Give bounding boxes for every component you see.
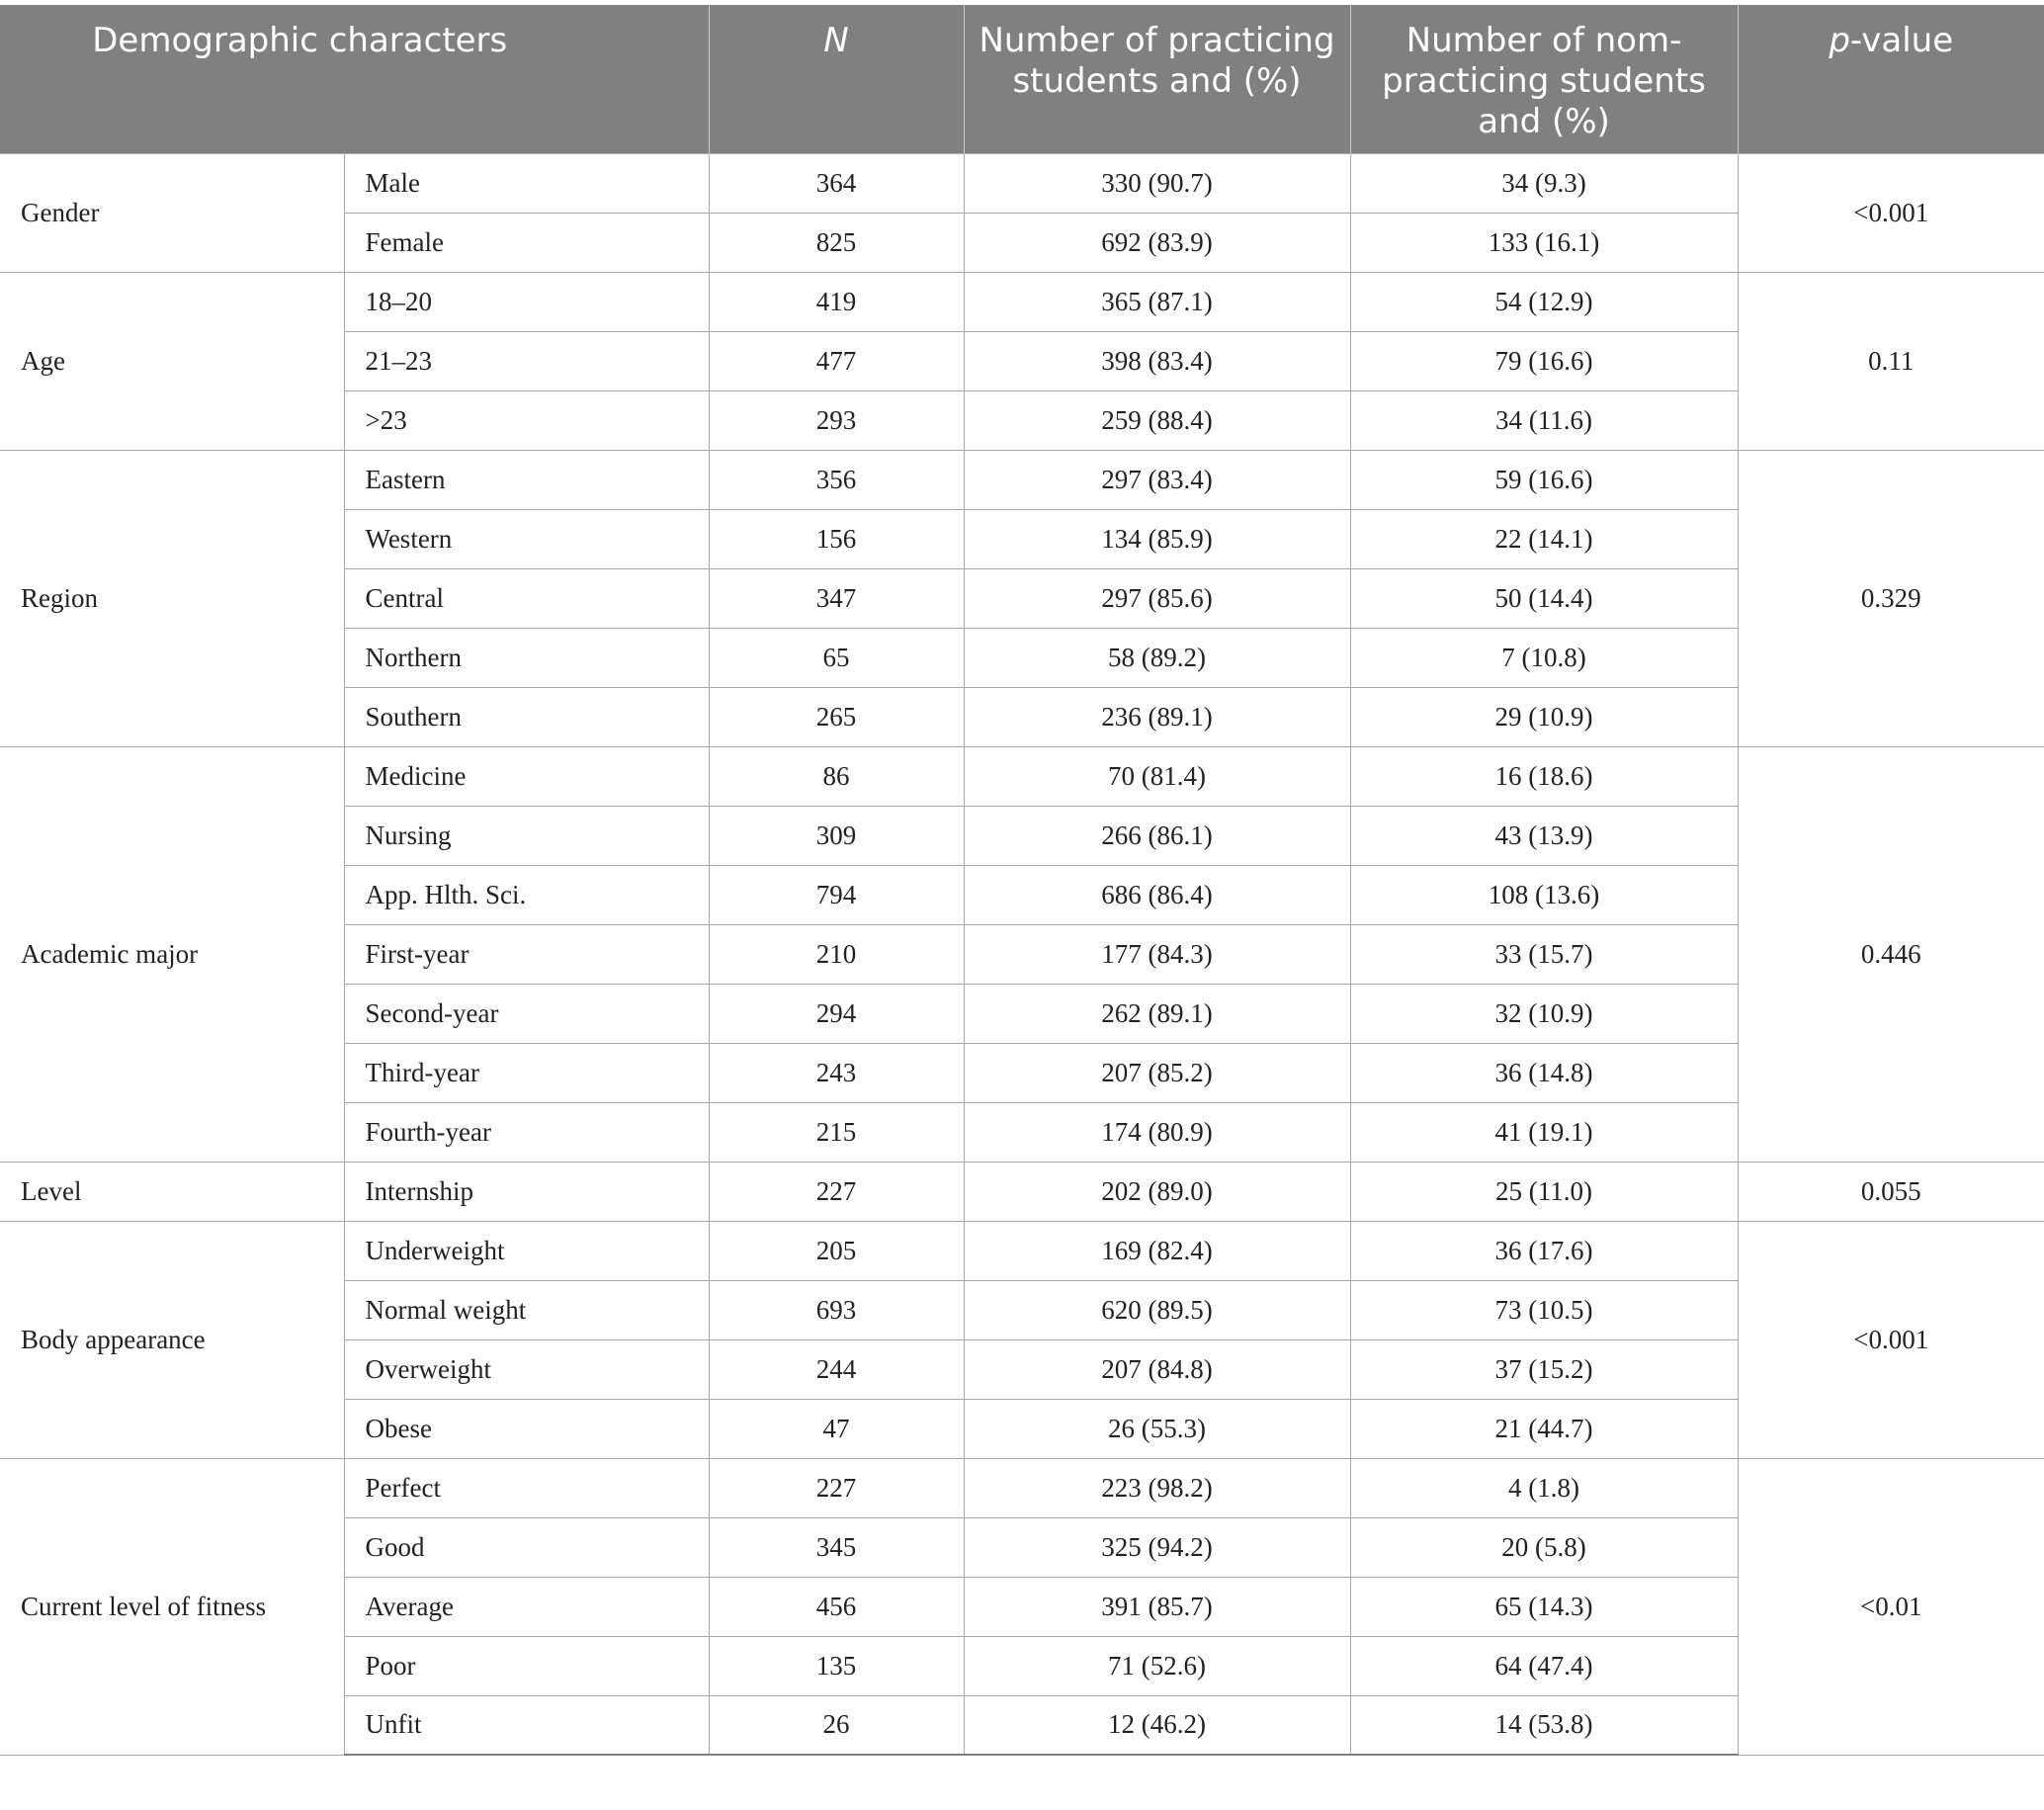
cell-practicing: 236 (89.1) — [964, 687, 1350, 746]
cell-non-practicing: 37 (15.2) — [1350, 1339, 1738, 1399]
table-row — [0, 746, 2044, 806]
cell-n: 794 — [709, 865, 964, 924]
table-header — [0, 5, 2044, 153]
cell-practicing: 365 (87.1) — [964, 272, 1350, 331]
cell-practicing: 262 (89.1) — [964, 984, 1350, 1043]
cell-non-practicing: 50 (14.4) — [1350, 568, 1738, 628]
cell-practicing: 325 (94.2) — [964, 1517, 1350, 1577]
row-sublabel: Fourth-year — [344, 1102, 709, 1162]
header-practicing: Number of practicing students and (%) — [964, 5, 1350, 153]
cell-non-practicing: 36 (17.6) — [1350, 1221, 1738, 1280]
cell-practicing: 202 (89.0) — [964, 1162, 1350, 1221]
cell-practicing: 70 (81.4) — [964, 746, 1350, 806]
row-sublabel: Second-year — [344, 984, 709, 1043]
cell-n: 456 — [709, 1577, 964, 1636]
cell-n: 156 — [709, 509, 964, 568]
cell-non-practicing: 43 (13.9) — [1350, 806, 1738, 865]
header-p-value: p-value — [1738, 5, 2044, 153]
cell-n: 47 — [709, 1399, 964, 1458]
row-sublabel: Central — [344, 568, 709, 628]
cell-p-value: <0.01 — [1738, 1458, 2044, 1755]
row-group-label: Academic major — [0, 746, 344, 1162]
row-group-label: Current level of fitness — [0, 1458, 344, 1755]
row-group-label: Age — [0, 272, 344, 450]
cell-n: 477 — [709, 331, 964, 390]
cell-n: 356 — [709, 450, 964, 509]
cell-n: 210 — [709, 924, 964, 984]
cell-practicing: 71 (52.6) — [964, 1636, 1350, 1695]
table-row — [0, 450, 2044, 509]
table-row — [0, 153, 2044, 213]
cell-n: 345 — [709, 1517, 964, 1577]
row-sublabel: Poor — [344, 1636, 709, 1695]
cell-practicing: 169 (82.4) — [964, 1221, 1350, 1280]
cell-n: 364 — [709, 153, 964, 213]
cell-p-value: <0.001 — [1738, 1221, 2044, 1458]
cell-n: 347 — [709, 568, 964, 628]
cell-non-practicing: 54 (12.9) — [1350, 272, 1738, 331]
row-group-label: Gender — [0, 153, 344, 272]
table-row — [0, 1458, 2044, 1517]
row-group-label: Region — [0, 450, 344, 746]
cell-practicing: 207 (84.8) — [964, 1339, 1350, 1399]
row-sublabel: Female — [344, 213, 709, 272]
row-sublabel: Good — [344, 1517, 709, 1577]
header-non-practicing: Number of nom-practicing students and (%) — [1350, 5, 1738, 153]
cell-n: 215 — [709, 1102, 964, 1162]
cell-non-practicing: 133 (16.1) — [1350, 213, 1738, 272]
cell-p-value: <0.001 — [1738, 153, 2044, 272]
cell-non-practicing: 79 (16.6) — [1350, 331, 1738, 390]
header-demographic: Demographic characters — [0, 5, 709, 153]
row-sublabel: Overweight — [344, 1339, 709, 1399]
cell-non-practicing: 41 (19.1) — [1350, 1102, 1738, 1162]
cell-practicing: 391 (85.7) — [964, 1577, 1350, 1636]
cell-practicing: 259 (88.4) — [964, 390, 1350, 450]
cell-n: 293 — [709, 390, 964, 450]
cell-non-practicing: 65 (14.3) — [1350, 1577, 1738, 1636]
cell-n: 227 — [709, 1162, 964, 1221]
row-sublabel: Obese — [344, 1399, 709, 1458]
row-sublabel: >23 — [344, 390, 709, 450]
cell-n: 265 — [709, 687, 964, 746]
cell-n: 419 — [709, 272, 964, 331]
cell-non-practicing: 59 (16.6) — [1350, 450, 1738, 509]
cell-practicing: 207 (85.2) — [964, 1043, 1350, 1102]
row-sublabel: App. Hlth. Sci. — [344, 865, 709, 924]
row-sublabel: First-year — [344, 924, 709, 984]
cell-practicing: 620 (89.5) — [964, 1280, 1350, 1339]
header-row — [0, 5, 2044, 153]
cell-non-practicing: 108 (13.6) — [1350, 865, 1738, 924]
row-sublabel: Eastern — [344, 450, 709, 509]
row-sublabel: Perfect — [344, 1458, 709, 1517]
row-sublabel: Underweight — [344, 1221, 709, 1280]
cell-p-value: 0.055 — [1738, 1162, 2044, 1221]
row-group-label: Level — [0, 1162, 344, 1221]
cell-non-practicing: 14 (53.8) — [1350, 1695, 1738, 1755]
cell-p-value: 0.11 — [1738, 272, 2044, 450]
row-sublabel: Northern — [344, 628, 709, 687]
cell-non-practicing: 73 (10.5) — [1350, 1280, 1738, 1339]
cell-practicing: 177 (84.3) — [964, 924, 1350, 984]
cell-non-practicing: 33 (15.7) — [1350, 924, 1738, 984]
row-sublabel: Normal weight — [344, 1280, 709, 1339]
cell-p-value: 0.446 — [1738, 746, 2044, 1162]
cell-non-practicing: 36 (14.8) — [1350, 1043, 1738, 1102]
cell-n: 65 — [709, 628, 964, 687]
cell-p-value: 0.329 — [1738, 450, 2044, 746]
row-group-label: Body appearance — [0, 1221, 344, 1458]
row-sublabel: Nursing — [344, 806, 709, 865]
cell-n: 227 — [709, 1458, 964, 1517]
cell-practicing: 223 (98.2) — [964, 1458, 1350, 1517]
cell-non-practicing: 64 (47.4) — [1350, 1636, 1738, 1695]
table-body — [0, 153, 2044, 1755]
cell-non-practicing: 32 (10.9) — [1350, 984, 1738, 1043]
row-sublabel: Medicine — [344, 746, 709, 806]
cell-non-practicing: 21 (44.7) — [1350, 1399, 1738, 1458]
cell-n: 26 — [709, 1695, 964, 1755]
cell-practicing: 134 (85.9) — [964, 509, 1350, 568]
cell-n: 243 — [709, 1043, 964, 1102]
cell-n: 693 — [709, 1280, 964, 1339]
row-sublabel: Male — [344, 153, 709, 213]
cell-n: 309 — [709, 806, 964, 865]
cell-n: 135 — [709, 1636, 964, 1695]
cell-non-practicing: 34 (9.3) — [1350, 153, 1738, 213]
cell-n: 86 — [709, 746, 964, 806]
cell-n: 825 — [709, 213, 964, 272]
table-row — [0, 1221, 2044, 1280]
cell-practicing: 398 (83.4) — [964, 331, 1350, 390]
cell-practicing: 12 (46.2) — [964, 1695, 1350, 1755]
row-sublabel: Southern — [344, 687, 709, 746]
cell-non-practicing: 4 (1.8) — [1350, 1458, 1738, 1517]
cell-practicing: 174 (80.9) — [964, 1102, 1350, 1162]
cell-practicing: 686 (86.4) — [964, 865, 1350, 924]
row-sublabel: Internship — [344, 1162, 709, 1221]
cell-practicing: 297 (85.6) — [964, 568, 1350, 628]
demographics-table — [0, 5, 2044, 1756]
cell-non-practicing: 25 (11.0) — [1350, 1162, 1738, 1221]
row-sublabel: Western — [344, 509, 709, 568]
row-sublabel: 21–23 — [344, 331, 709, 390]
cell-non-practicing: 29 (10.9) — [1350, 687, 1738, 746]
table-row — [0, 272, 2044, 331]
row-sublabel: 18–20 — [344, 272, 709, 331]
cell-n: 244 — [709, 1339, 964, 1399]
row-sublabel: Third-year — [344, 1043, 709, 1102]
cell-non-practicing: 20 (5.8) — [1350, 1517, 1738, 1577]
cell-non-practicing: 7 (10.8) — [1350, 628, 1738, 687]
cell-practicing: 266 (86.1) — [964, 806, 1350, 865]
table-row — [0, 1162, 2044, 1221]
cell-practicing: 692 (83.9) — [964, 213, 1350, 272]
cell-non-practicing: 22 (14.1) — [1350, 509, 1738, 568]
cell-practicing: 26 (55.3) — [964, 1399, 1350, 1458]
header-n: N — [709, 5, 964, 153]
cell-non-practicing: 34 (11.6) — [1350, 390, 1738, 450]
cell-n: 294 — [709, 984, 964, 1043]
row-sublabel: Unfit — [344, 1695, 709, 1755]
cell-n: 205 — [709, 1221, 964, 1280]
cell-non-practicing: 16 (18.6) — [1350, 746, 1738, 806]
cell-practicing: 58 (89.2) — [964, 628, 1350, 687]
row-sublabel: Average — [344, 1577, 709, 1636]
cell-practicing: 330 (90.7) — [964, 153, 1350, 213]
cell-practicing: 297 (83.4) — [964, 450, 1350, 509]
